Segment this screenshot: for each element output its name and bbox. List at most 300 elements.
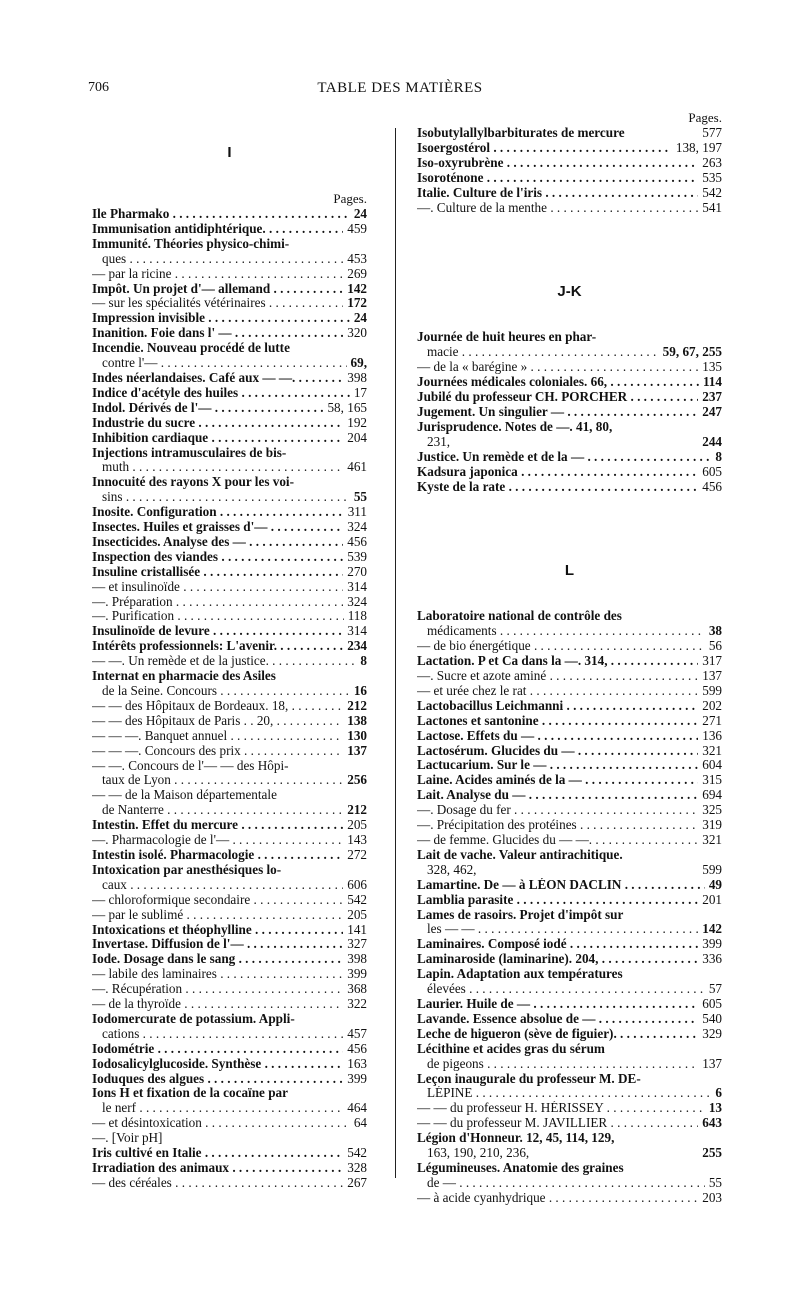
entry-text: Inspection des viandes . . . bbox=[92, 550, 343, 565]
index-entry bbox=[92, 356, 367, 371]
entry-text: Jugement. Un singulier — . . . bbox=[417, 405, 698, 420]
entry-pages: 137 bbox=[702, 1055, 722, 1071]
entry-text: Inosite. Configuration . . . bbox=[92, 505, 344, 520]
entry-pages: 24 bbox=[353, 310, 367, 326]
entry-text: Iodomercurate de potassium. Appli- bbox=[92, 1011, 295, 1026]
entry-pages: 8 bbox=[715, 448, 722, 464]
entry-pages: 24 bbox=[353, 206, 367, 221]
entry-text: Lactones et santonine . . . bbox=[417, 714, 698, 729]
index-entry bbox=[417, 375, 722, 390]
entry-pages: 143 bbox=[347, 832, 367, 848]
entry-pages: 237 bbox=[702, 389, 722, 405]
entry-text: —. Préparation . . . bbox=[92, 595, 343, 610]
entry-text: de pigeons . . . bbox=[427, 1057, 698, 1072]
index-entry bbox=[92, 669, 367, 684]
index-entry bbox=[417, 609, 722, 624]
entry-pages: 336 bbox=[702, 951, 722, 967]
entry-text: Insecticides. Analyse des — . . . bbox=[92, 535, 343, 550]
entry-pages: 138 bbox=[347, 712, 367, 728]
index-entry bbox=[92, 848, 367, 863]
index-entry bbox=[417, 878, 722, 893]
entry-pages: 202 bbox=[702, 697, 722, 713]
entry-text: LÉPINE . . . bbox=[427, 1086, 711, 1101]
entry-pages: 325 bbox=[702, 802, 722, 818]
index-entry bbox=[417, 893, 722, 908]
entry-text: —. Culture de la menthe . . . bbox=[417, 201, 698, 216]
entry-text: Intoxication par anesthésiques lo- bbox=[92, 862, 282, 877]
entry-pages: 55 bbox=[708, 1174, 722, 1190]
entry-pages: 453 bbox=[347, 250, 367, 266]
entry-pages: 457 bbox=[347, 1025, 367, 1041]
entry-text: Iodosalicylglucoside. Synthèse . . . bbox=[92, 1057, 343, 1072]
entry-text: Intestin isolé. Pharmacologie . . . bbox=[92, 848, 343, 863]
index-entry bbox=[92, 1086, 367, 1101]
entry-text: Laminaroside (laminarine). 204, . . . bbox=[417, 952, 698, 967]
entry-pages: 319 bbox=[702, 817, 722, 833]
index-entry bbox=[417, 360, 722, 375]
entry-text: Iode. Dosage dans le sang . . . bbox=[92, 952, 343, 967]
entry-text: Leche de higueron (sève de figuier). . . . bbox=[417, 1027, 698, 1042]
index-entry bbox=[417, 744, 722, 759]
entry-text: cations . . . bbox=[102, 1027, 343, 1042]
entry-text: sins . . . bbox=[102, 490, 350, 505]
index-entry bbox=[92, 1027, 367, 1042]
entry-pages: 69, bbox=[350, 355, 367, 371]
index-entry bbox=[92, 878, 367, 893]
entry-pages: 605 bbox=[702, 463, 722, 479]
index-entry bbox=[417, 1131, 722, 1146]
entry-pages: 267 bbox=[347, 1174, 367, 1190]
entry-text: Laurier. Huile de — . . . bbox=[417, 997, 698, 1012]
entry-pages: 263 bbox=[702, 154, 722, 170]
entry-pages: 142 bbox=[347, 280, 367, 296]
section-heading-jk: J-K bbox=[557, 283, 582, 301]
entry-text: — — du professeur H. HÉRISSEY . . . bbox=[417, 1101, 705, 1116]
entry-text: caux . . . bbox=[102, 878, 343, 893]
entry-pages: 270 bbox=[347, 563, 367, 579]
entry-text: 328, 462, bbox=[427, 862, 477, 877]
index-entry bbox=[417, 639, 722, 654]
entry-text: Lactose. Effets du — . . . bbox=[417, 729, 698, 744]
entry-pages: 64 bbox=[353, 1115, 367, 1131]
entry-pages: 205 bbox=[347, 817, 367, 833]
entry-text: Invertase. Diffusion de l'— . . . bbox=[92, 937, 343, 952]
entry-text: Isoroténone . . . bbox=[417, 171, 698, 186]
index-entry bbox=[92, 401, 367, 416]
entry-text: Leçon inaugurale du professeur M. DE- bbox=[417, 1071, 641, 1086]
entry-text: Légumineuses. Anatomie des graines bbox=[417, 1160, 624, 1175]
entry-text: — —. Un remède et de la justice. . . . bbox=[92, 654, 356, 669]
index-entry bbox=[92, 371, 367, 386]
index-entry bbox=[92, 505, 367, 520]
index-entry bbox=[417, 758, 722, 773]
entry-pages: 606 bbox=[347, 876, 367, 892]
pages-label: Pages. bbox=[688, 110, 722, 125]
index-entry bbox=[417, 1116, 722, 1131]
entry-text: Irradiation des animaux . . . bbox=[92, 1161, 343, 1176]
left-column bbox=[92, 100, 367, 1191]
entry-pages: 49 bbox=[708, 876, 722, 892]
entry-pages: 542 bbox=[347, 891, 367, 907]
index-entry bbox=[417, 729, 722, 744]
index-entry bbox=[417, 330, 722, 345]
entry-text: Journée de huit heures en phar- bbox=[417, 330, 597, 345]
entry-text: le nerf . . . bbox=[102, 1101, 343, 1116]
index-entry bbox=[417, 624, 722, 639]
entry-text: muth . . . bbox=[102, 460, 343, 475]
index-entry bbox=[92, 952, 367, 967]
page-number: 706 bbox=[88, 80, 109, 95]
index-entry bbox=[92, 1101, 367, 1116]
entry-text: — — des Hôpitaux de Bordeaux. 18, . . . bbox=[92, 699, 343, 714]
entry-text: Indice d'acétyle des huiles . . . bbox=[92, 386, 350, 401]
entry-text: Indol. Dérivés de l'— . . . bbox=[92, 401, 323, 416]
index-entry bbox=[417, 982, 722, 997]
entry-text: Lécithine et acides gras du sérum bbox=[417, 1041, 605, 1056]
index-entry bbox=[92, 759, 367, 774]
index-entry bbox=[92, 1131, 367, 1146]
entry-text: Intoxications et théophylline . . . bbox=[92, 923, 343, 938]
entry-text: — et insulinoïde . . . bbox=[92, 580, 343, 595]
entry-pages: 399 bbox=[347, 966, 367, 982]
index-entry bbox=[417, 480, 722, 495]
entry-pages: 272 bbox=[347, 846, 367, 862]
entry-pages: 324 bbox=[347, 519, 367, 535]
entry-text: ques . . . bbox=[102, 252, 343, 267]
entry-pages: 399 bbox=[702, 936, 722, 952]
index-entry bbox=[92, 341, 367, 356]
index-entry bbox=[92, 431, 367, 446]
entry-pages: 255 bbox=[702, 1145, 722, 1161]
index-entry bbox=[92, 1072, 367, 1087]
entry-text: contre l'— . . . bbox=[102, 356, 347, 371]
entry-pages: 605 bbox=[702, 995, 722, 1011]
index-entry bbox=[417, 803, 722, 818]
index-entry bbox=[417, 1057, 722, 1072]
entry-pages: 643 bbox=[702, 1115, 722, 1131]
entry-text: 163, 190, 210, 236, bbox=[427, 1146, 530, 1161]
entry-text: Journées médicales coloniales. 66, . . . bbox=[417, 375, 699, 390]
entry-pages: 321 bbox=[702, 742, 722, 758]
entry-text: —. Dosage du fer . . . bbox=[417, 803, 698, 818]
index-entry bbox=[92, 744, 367, 759]
entry-pages: 329 bbox=[702, 1025, 722, 1041]
index-entry bbox=[417, 773, 722, 788]
entry-text: Lactosérum. Glucides du — . . . bbox=[417, 744, 698, 759]
entry-pages: 58, 165 bbox=[327, 399, 367, 415]
index-entry bbox=[92, 967, 367, 982]
index-entry bbox=[417, 156, 722, 171]
index-entry bbox=[417, 1042, 722, 1057]
entry-pages: 16 bbox=[353, 683, 367, 698]
page-title: TABLE DES MATIÈRES bbox=[317, 80, 483, 96]
entry-text: taux de Lyon . . . bbox=[102, 773, 343, 788]
index-entry bbox=[417, 967, 722, 982]
index-entry bbox=[417, 1161, 722, 1176]
index-entry bbox=[92, 624, 367, 639]
entry-text: — — —. Concours des prix . . . bbox=[92, 744, 343, 759]
index-entry bbox=[92, 609, 367, 624]
entry-text: Iris cultivé en Italie . . . bbox=[92, 1146, 343, 1161]
entry-text: Laine. Acides aminés de la — . . . bbox=[417, 773, 698, 788]
index-entry bbox=[92, 937, 367, 952]
index-entry bbox=[92, 282, 367, 297]
entry-text: Indes néerlandaises. Café aux — —. . . . bbox=[92, 371, 343, 386]
index-entry bbox=[417, 1101, 722, 1116]
right-column bbox=[417, 100, 722, 1206]
entry-pages: 142 bbox=[702, 921, 722, 937]
entry-text: — —. Concours de l'— — des Hôpi- bbox=[92, 758, 289, 773]
index-entry bbox=[417, 126, 722, 141]
pages-label: Pages. bbox=[333, 191, 367, 206]
index-entry bbox=[417, 997, 722, 1012]
index-entry bbox=[92, 1161, 367, 1176]
entry-text: Lavande. Essence absolue de — . . . bbox=[417, 1012, 698, 1027]
entry-pages: 539 bbox=[347, 548, 367, 564]
index-entry bbox=[417, 818, 722, 833]
index-entry bbox=[92, 1042, 367, 1057]
entry-text: — labile des laminaires . . . bbox=[92, 967, 343, 982]
entry-pages: 604 bbox=[702, 757, 722, 773]
entry-text: Industrie du sucre . . . bbox=[92, 416, 343, 431]
index-entry bbox=[417, 345, 722, 360]
entry-text: Intestin. Effet du mercure . . . bbox=[92, 818, 343, 833]
entry-pages: 141 bbox=[347, 921, 367, 937]
entry-pages: 130 bbox=[347, 727, 367, 743]
entry-text: Intérêts professionnels: L'avenir. . . . bbox=[92, 639, 343, 654]
index-entry bbox=[417, 435, 722, 450]
entry-pages: 212 bbox=[347, 697, 367, 713]
entry-pages: 328 bbox=[347, 1160, 367, 1175]
entry-pages: 138, 197 bbox=[675, 139, 722, 155]
index-entry bbox=[92, 863, 367, 878]
entry-text: Justice. Un remède et de la — . . . bbox=[417, 450, 711, 465]
entry-text: — de femme. Glucides du — —. . . . bbox=[417, 833, 698, 848]
column-divider bbox=[395, 128, 396, 1178]
entry-text: Isobutylallylbarbiturates de mercure bbox=[417, 126, 625, 140]
index-entry bbox=[92, 446, 367, 461]
entry-text: — de la « barégine » . . . bbox=[417, 360, 698, 375]
entry-pages: 163 bbox=[347, 1055, 367, 1071]
entry-pages: 456 bbox=[347, 533, 367, 549]
entry-pages: 55 bbox=[353, 489, 367, 505]
entry-pages: 13 bbox=[708, 1100, 722, 1116]
entry-pages: 269 bbox=[347, 265, 367, 281]
entry-text: Innocuité des rayons X pour les voi- bbox=[92, 475, 294, 490]
index-entry bbox=[417, 937, 722, 952]
entry-pages: 542 bbox=[702, 184, 722, 200]
entry-text: Kyste de la rate . . . bbox=[417, 480, 698, 495]
entry-text: — — de la Maison départementale bbox=[92, 788, 277, 803]
entry-text: — des céréales . . . bbox=[92, 1176, 343, 1191]
entry-pages: 368 bbox=[347, 981, 367, 997]
index-entry bbox=[417, 465, 722, 480]
entry-pages: 135 bbox=[702, 359, 722, 375]
entry-pages: 456 bbox=[347, 1040, 367, 1056]
entry-text: — à acide cyanhydrique . . . bbox=[417, 1191, 698, 1206]
entry-text: Ile Pharmako . . . bbox=[92, 207, 350, 222]
index-entry bbox=[92, 267, 367, 282]
index-entry bbox=[92, 237, 367, 252]
entry-text: —. Précipitation des protéines . . . bbox=[417, 818, 698, 833]
entry-pages: 234 bbox=[347, 638, 367, 654]
entry-pages: 464 bbox=[347, 1100, 367, 1116]
entry-pages: 327 bbox=[347, 936, 367, 952]
index-entry bbox=[417, 1191, 722, 1206]
entry-text: —. Pharmacologie de l'— . . . bbox=[92, 833, 343, 848]
index-entry bbox=[92, 535, 367, 550]
index-entry bbox=[92, 416, 367, 431]
entry-text: Lapin. Adaptation aux températures bbox=[417, 967, 623, 982]
index-entry bbox=[92, 222, 367, 237]
entry-pages: 577 bbox=[702, 125, 722, 140]
entry-pages: 542 bbox=[347, 1145, 367, 1161]
entry-text: — — du professeur M. JAVILLIER . . . bbox=[417, 1116, 698, 1131]
entry-pages: 205 bbox=[347, 906, 367, 922]
index-entry bbox=[92, 580, 367, 595]
entry-text: Kadsura japonica . . . bbox=[417, 465, 698, 480]
entry-pages: 137 bbox=[347, 742, 367, 758]
entry-list-i-cont bbox=[417, 126, 722, 215]
entry-pages: 398 bbox=[347, 951, 367, 967]
entry-pages: 38 bbox=[708, 623, 722, 639]
index-entry bbox=[417, 833, 722, 848]
entry-list-i bbox=[92, 207, 367, 1191]
index-entry bbox=[417, 908, 722, 923]
entry-pages: 137 bbox=[702, 668, 722, 684]
entry-text: Insuline cristallisée . . . bbox=[92, 565, 343, 580]
index-entry bbox=[92, 833, 367, 848]
entry-pages: 314 bbox=[347, 623, 367, 639]
entry-text: Ioduques des algues . . . bbox=[92, 1072, 343, 1087]
entry-pages: 204 bbox=[347, 429, 367, 445]
entry-text: Lactobacillus Leichmanni . . . bbox=[417, 699, 698, 714]
entry-text: de — . . . bbox=[427, 1176, 705, 1191]
entry-list-jk bbox=[417, 330, 722, 494]
entry-pages: 459 bbox=[347, 220, 367, 236]
entry-pages: 17 bbox=[353, 384, 367, 400]
entry-pages: 59, 67, 255 bbox=[662, 344, 722, 360]
index-entry bbox=[417, 1086, 722, 1101]
index-entry bbox=[417, 141, 722, 156]
entry-pages: 599 bbox=[702, 682, 722, 698]
index-entry bbox=[92, 893, 367, 908]
index-entry bbox=[417, 201, 722, 216]
entry-text: —. Sucre et azote aminé . . . bbox=[417, 669, 698, 684]
entry-text: Inhibition cardiaque . . . bbox=[92, 431, 343, 446]
entry-text: Insulinoïde de levure . . . bbox=[92, 624, 343, 639]
entry-pages: 203 bbox=[702, 1189, 722, 1205]
entry-text: Ions H et fixation de la cocaïne par bbox=[92, 1086, 288, 1101]
index-entry bbox=[92, 252, 367, 267]
entry-pages: 244 bbox=[702, 433, 722, 449]
entry-pages: 6 bbox=[715, 1085, 722, 1101]
entry-text: Iso-oxyrubrène . . . bbox=[417, 156, 698, 171]
entry-text: Iodométrie . . . bbox=[92, 1042, 343, 1057]
entry-text: les — — . . . bbox=[427, 922, 698, 937]
entry-text: Lamblia parasite . . . bbox=[417, 893, 698, 908]
index-entry bbox=[417, 699, 722, 714]
index-entry bbox=[92, 520, 367, 535]
entry-pages: 324 bbox=[347, 593, 367, 609]
entry-text: Lactucarium. Sur le — . . . bbox=[417, 758, 698, 773]
entry-text: — de la thyroïde . . . bbox=[92, 997, 343, 1012]
entry-text: Immunisation antidiphtérique. . . . bbox=[92, 222, 343, 237]
entry-text: Internat en pharmacie des Asiles bbox=[92, 669, 276, 684]
entry-pages: 8 bbox=[360, 653, 367, 669]
entry-text: Injections intramusculaires de bis- bbox=[92, 445, 287, 460]
index-entry bbox=[92, 997, 367, 1012]
entry-pages: 192 bbox=[347, 414, 367, 430]
index-entry bbox=[92, 311, 367, 326]
index-entry bbox=[92, 803, 367, 818]
entry-pages: 541 bbox=[702, 199, 722, 215]
entry-text: Inanition. Foie dans l' — . . . bbox=[92, 326, 343, 341]
index-entry bbox=[92, 1012, 367, 1027]
entry-pages: 201 bbox=[702, 891, 722, 907]
index-entry bbox=[417, 952, 722, 967]
entry-pages: 172 bbox=[347, 295, 367, 311]
index-entry bbox=[92, 207, 367, 222]
entry-pages: 599 bbox=[702, 861, 722, 877]
index-entry bbox=[417, 654, 722, 669]
index-entry bbox=[417, 171, 722, 186]
entry-pages: 315 bbox=[702, 772, 722, 788]
entry-pages: 256 bbox=[347, 772, 367, 788]
entry-text: Lamartine. De — à LÉON DACLIN . . . bbox=[417, 878, 705, 893]
index-entry bbox=[92, 908, 367, 923]
index-entry bbox=[92, 1116, 367, 1131]
entry-text: Incendie. Nouveau procédé de lutte bbox=[92, 341, 290, 356]
index-entry bbox=[92, 1176, 367, 1191]
entry-list-l bbox=[417, 609, 722, 1205]
entry-text: Légion d'Honneur. 12, 45, 114, 129, bbox=[417, 1131, 615, 1146]
index-entry bbox=[92, 684, 367, 699]
index-entry bbox=[417, 1146, 722, 1161]
index-entry bbox=[417, 450, 722, 465]
entry-pages: 321 bbox=[702, 832, 722, 847]
entry-pages: 271 bbox=[702, 712, 722, 728]
index-entry bbox=[417, 1072, 722, 1087]
entry-pages: 461 bbox=[347, 459, 367, 475]
index-entry bbox=[417, 1176, 722, 1191]
index-entry bbox=[92, 475, 367, 490]
index-entry bbox=[92, 565, 367, 580]
index-entry bbox=[92, 714, 367, 729]
entry-text: 231, bbox=[427, 434, 451, 449]
index-entry bbox=[92, 386, 367, 401]
index-entry bbox=[92, 982, 367, 997]
entry-pages: 136 bbox=[702, 727, 722, 743]
entry-text: Jubilé du professeur CH. PORCHER . . . bbox=[417, 390, 698, 405]
entry-text: Isoergostérol . . . bbox=[417, 141, 672, 156]
entry-text: Impôt. Un projet d'— allemand . . . bbox=[92, 282, 343, 297]
index-entry bbox=[92, 773, 367, 788]
index-entry bbox=[417, 669, 722, 684]
index-entry bbox=[92, 1146, 367, 1161]
entry-text: Insectes. Huiles et graisses d'— . . . bbox=[92, 520, 343, 535]
entry-text: Lait. Analyse du — . . . bbox=[417, 788, 698, 803]
entry-text: — et urée chez le rat . . . bbox=[417, 684, 698, 699]
index-entry bbox=[92, 550, 367, 565]
entry-pages: 317 bbox=[702, 653, 722, 669]
index-entry bbox=[417, 1027, 722, 1042]
entry-pages: 212 bbox=[347, 802, 367, 818]
entry-text: — — —. Banquet annuel . . . bbox=[92, 729, 343, 744]
entry-pages: 535 bbox=[702, 169, 722, 185]
entry-text: —. Récupération . . . bbox=[92, 982, 343, 997]
entry-pages: 118 bbox=[347, 608, 367, 624]
